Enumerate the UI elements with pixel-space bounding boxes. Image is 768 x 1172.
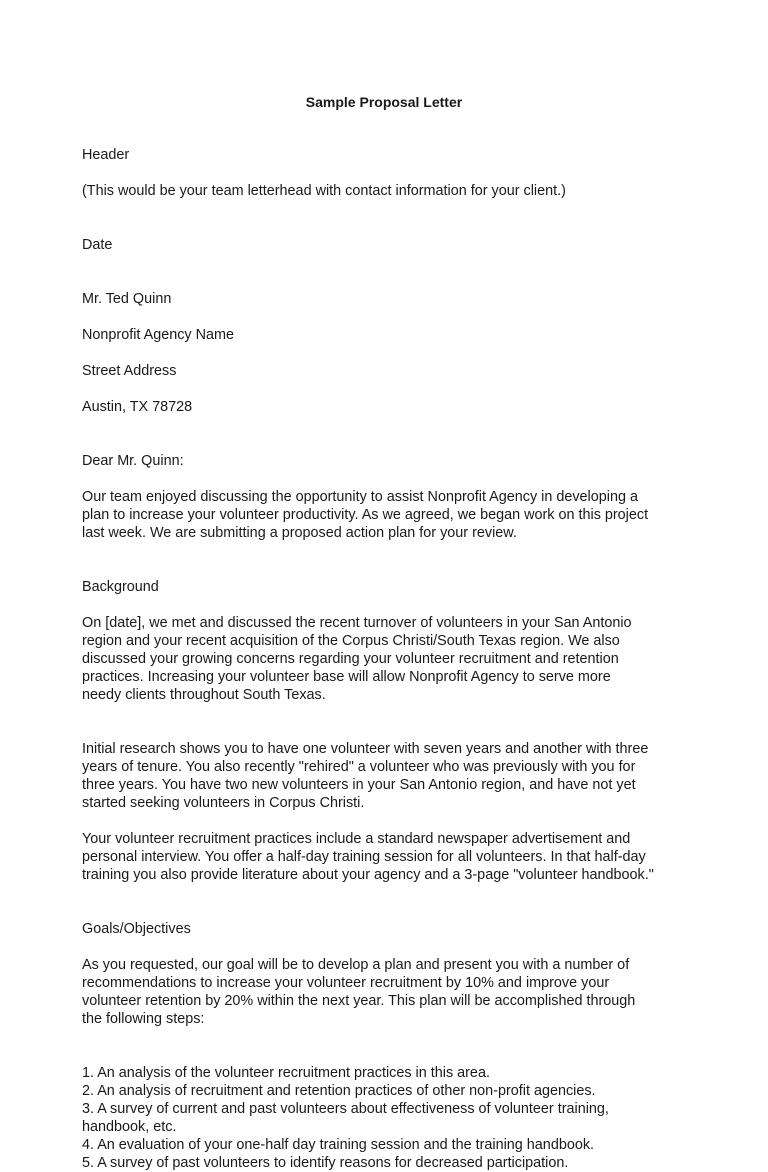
header-note: (This would be your team letterhead with contact information for your client.) <box>82 183 566 199</box>
header-block <box>82 128 702 218</box>
background-paragraph-1: On [date], we met and discussed the recent turnover of volunteers in your San Antonio region and your recent acquisition of the Corpus Christi/South Texas region. We also discussed your growing concerns regarding your volunteer recruitment and retention practices. Increasing your volunteer base will allow Nonprofit Agency to serve more needy clients throughout South Texas. <box>82 615 632 703</box>
salutation: Dear Mr. Quinn: <box>82 453 184 469</box>
recipient-address <box>82 272 702 434</box>
list-item: 5. A survey of past volunteers to identify reasons for decreased participation. <box>82 1155 569 1171</box>
recipient-organization: Nonprofit Agency Name <box>82 327 234 343</box>
goals-section <box>82 902 702 1046</box>
document-title: Sample Proposal Letter <box>305 94 463 110</box>
goals-paragraph: As you requested, our goal will be to develop a plan and present you with a number of recommendations to increase your volunteer recruitment by 10% and improve your volunteer retention by 20% within the next year. This plan will be accomplished through the following steps: <box>82 957 636 1027</box>
intro-paragraph: Our team enjoyed discussing the opportunity to assist Nonprofit Agency in developing a plan to increase your volunteer productivity. As we agreed, we began work on this project last week. We are submitting a proposed action plan for your review. <box>82 489 649 541</box>
letter-page <box>82 93 702 1172</box>
recipient-street: Street Address <box>82 363 177 379</box>
list-item: 2. An analysis of recruitment and retention practices of other non-profit agencies. <box>82 1083 596 1099</box>
background-section <box>82 560 702 722</box>
background-paragraph-3: Your volunteer recruitment practices include a standard newspaper advertisement and personal interview. You offer a half-day training session for all volunteers. In that half-day training you also provide literature about your agency and a 3-page "volunteer handbook." <box>82 831 654 883</box>
list-item: 4. An evaluation of your one-half day training session and the training handbook. <box>82 1137 595 1153</box>
goals-heading: Goals/Objectives <box>82 921 191 937</box>
background-heading: Background <box>82 579 159 595</box>
background-paragraph-2: Initial research shows you to have one volunteer with seven years and another with three years of tenure. You also recently "rehired" a volunteer who was previously with you for three years. You have two new volunteers in your San Antonio region, and have not yet started seeking volunteers in Corpus Christi. <box>82 741 649 811</box>
header-label: Header <box>82 147 130 163</box>
recipient-city-state-zip: Austin, TX 78728 <box>82 399 193 415</box>
date-label: Date <box>82 237 113 253</box>
recipient-name: Mr. Ted Quinn <box>82 291 172 307</box>
list-item: 1. An analysis of the volunteer recruitment practices in this area. <box>82 1065 490 1081</box>
list-item: 3. A survey of current and past volunteers about effectiveness of volunteer training, handbook, etc. <box>82 1101 609 1135</box>
steps-list <box>82 1064 702 1172</box>
